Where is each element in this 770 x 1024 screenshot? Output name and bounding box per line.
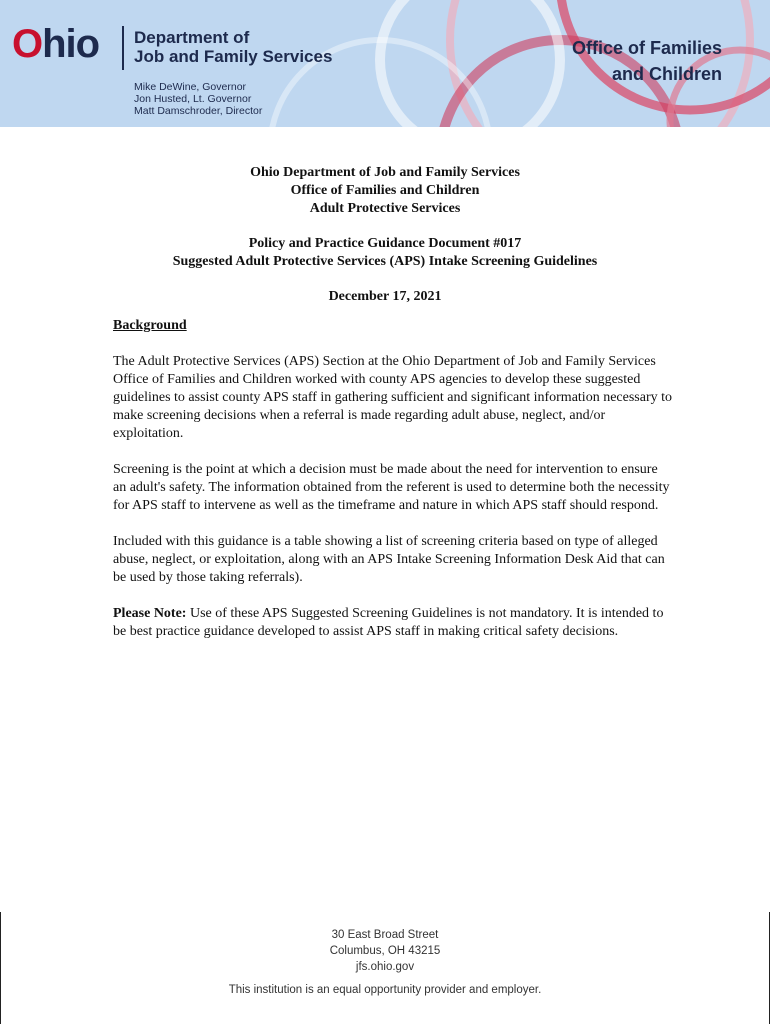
org-line-1: Ohio Department of Job and Family Services [250,165,520,180]
footer-street: 30 East Broad Street [331,929,439,941]
footer-city: Columbus, OH 43215 [329,945,441,957]
document-titles [0,164,770,306]
official-governor: Mike DeWine, Governor [134,81,247,93]
logo-divider [122,26,124,70]
document-date: December 17, 2021 [328,289,442,304]
office-title-line-2: and Children [611,64,722,84]
department-line-2: Job and Family Services [134,47,333,66]
official-lt-governor: Jon Husted, Lt. Governor [134,93,252,105]
note-paragraph [113,605,673,641]
paragraph-3: Included with this guidance is a table showing a list of screening criteria based on type of alleged abuse, neglect, or exploitation, along with an APS Intake Screening Information Desk Aid that can be used by those taking referrals). [113,534,665,585]
section-heading: Background [113,318,187,333]
ohio-logo-o: O [12,22,43,66]
ohio-logo [12,22,99,67]
note-label: Please Note: [113,606,187,621]
ohio-logo-rest: hio [42,22,100,66]
org-line-3: Adult Protective Services [309,201,461,216]
footer-eeo-statement: This institution is an equal opportunity provider and employer. [228,984,542,996]
office-title-line-1: Office of Families [571,38,722,58]
paragraph-2: Screening is the point at which a decision must be made about the need for intervention to ensure an adult's safety. The information obtained from the referent is used to determine both the necessity for APS staff to intervene as well as the timeframe and nature in which APS staff should respond. [113,462,670,513]
org-line-2: Office of Families and Children [290,183,480,198]
paragraph-1: The Adult Protective Services (APS) Section at the Ohio Department of Job and Family Services Office of Families and Children worked with county APS agencies to develop these suggested guidelines to assist county APS staff in gathering sufficient and significant information necessary to make screening decisions when a referral is made regarding adult abuse, neglect, and/or exploitation. [113,354,672,441]
header-banner [0,0,770,127]
document-number: Policy and Practice Guidance Document #017 [248,236,522,251]
footer-website[interactable]: jfs.ohio.gov [355,961,415,973]
footer-address [0,927,770,975]
office-title [572,35,722,87]
official-director: Matt Damschroder, Director [134,105,263,117]
department-name [134,28,332,66]
document-title: Suggested Adult Protective Services (APS) Intake Screening Guidelines [172,254,598,269]
document-body [113,317,673,659]
note-text: Use of these APS Suggested Screening Guidelines is not mandatory. It is intended to be best practice guidance developed to assist APS staff in making critical safety decisions. [113,606,664,639]
officials-list [134,81,262,117]
department-line-1: Department of [134,28,250,47]
